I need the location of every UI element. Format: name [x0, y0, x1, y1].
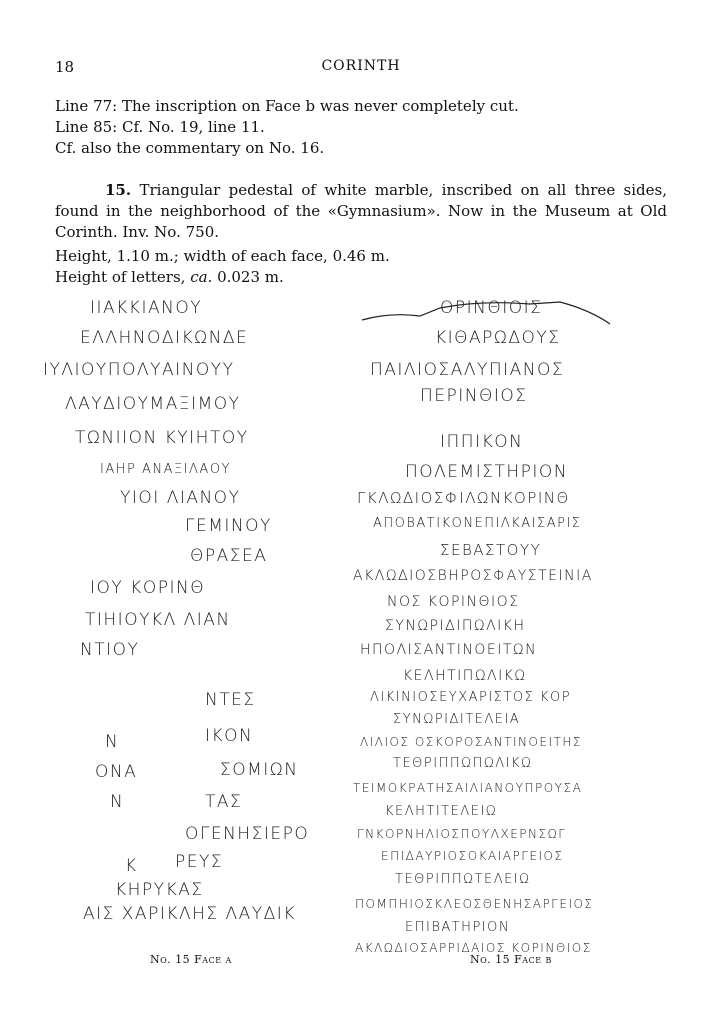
face-a-line: ΘΡΑΣΕΑ: [190, 546, 268, 566]
dimensions-block: [55, 246, 667, 288]
face-b-line: ΠΟΜΠΗΙΟΣΚΛΕΟΣΘΕΝΗΣΑΡΓΕΙΟΣ: [355, 897, 594, 911]
face-a-line: ΝΤΕΣ: [205, 690, 256, 710]
face-a-line: ΙΟΥ ΚΟΡΙΝΘ: [90, 578, 206, 598]
face-a-line: ΡΕΥΣ: [175, 852, 224, 872]
face-b-line: ΣΥΝΩΡΙΔΙΤΕΛΕΙΑ: [393, 712, 521, 727]
face-b-line: ΤΕΘΡΙΠΠΩΤΕΛΕΙΩ: [395, 872, 531, 887]
face-a-line: Ν: [105, 732, 120, 752]
face-b-line: ΓΝΚΟΡΝΗΛΙΟΣΠΟΥΛΧΕΡΝΣΩΓ: [357, 827, 567, 841]
face-a-line: ΙΚΟΝ: [205, 726, 254, 746]
face-a-line: Κ: [125, 856, 138, 876]
letter-height-value: 0.023 m.: [212, 268, 284, 286]
inscription-face-a: [43, 290, 345, 940]
face-b-line: ΤΕΙΜΟΚΡΑΤΗΣΑΙΛΙΑΝΟΥΠΡΟΥΣΑ: [353, 781, 583, 795]
notes-block: [55, 96, 667, 159]
face-b-line: ΝΟΣ ΚΟΡΙΝΘΙΟΣ: [387, 594, 520, 610]
face-a-line: ΑΙΣ ΧΑΡΙΚΛΗΣ ΛΑΥΔΙΚ: [83, 904, 296, 924]
face-a-line: ΤΙΗΙΟΥΚΛ ΛΙΑΝ: [85, 610, 231, 630]
face-b-line: ΤΕΘΡΙΠΠΩΠΩΛΙΚΩ: [393, 756, 533, 771]
face-b-line: ΛΙΛΙΟΣ ΟΣΚΟΡΟΣΑΝΤΙΝΟΕΙΤΗΣ: [360, 735, 582, 749]
face-a-line: ΙΥΛΙΟΥΠΟΛΥΑΙΝΟΥΥ: [43, 360, 235, 380]
face-b-line: ΑΚΛΩΔΙΟΣΑΡΡΙΔΑΙΟΣ ΚΟΡΙΝΘΙΟΣ: [355, 941, 592, 955]
face-a-line: ΚΗΡΥΚΑΣ: [115, 880, 204, 900]
page-number: 18: [55, 58, 75, 76]
face-b-line: ΗΠΟΛΙΣΑΝΤΙΝΟΕΙΤΩΝ: [360, 642, 538, 658]
face-b-line: ΓΚΛΩΔΙΟΣΦΙΛΩΝΚΟΡΙΝΘ: [357, 489, 570, 507]
face-b-line: ΟΡΙΝΘΙΟΙΣ: [440, 298, 543, 318]
face-b-line: ΑΠΟΒΑΤΙΚΟΝΕΠΙΛΚΑΙΣΑΡΙΣ: [373, 516, 582, 531]
face-a-line: ΤΩΝΙΙΟΝ ΚΥΙΗΤΟΥ: [75, 428, 249, 448]
face-a-line: ΟΓΕΝΗΣΙΕΡΟ: [185, 824, 310, 844]
catalog-entry: [55, 180, 667, 243]
face-a-line: ΣΟΜΙΩΝ: [220, 760, 299, 780]
caption-face-b: No. 15 Face b: [470, 953, 552, 966]
letter-height-line: [55, 267, 667, 288]
face-a-line: ΤΑΣ: [205, 792, 243, 812]
face-a-line: ΙΑΗΡ ΑΝΑΞΙΛΑΟΥ: [100, 462, 231, 477]
running-title: CORINTH: [321, 58, 401, 74]
face-b-line: ΚΕΛΗΤΙΠΩΛΙΚΩ: [403, 668, 527, 684]
caption-face-a: No. 15 Face a: [150, 953, 232, 966]
face-a-line: ΕΛΛΗΝΟΔΙΚΩΝΔΕ: [80, 328, 249, 348]
entry-number: 15.: [105, 181, 132, 199]
face-b-line: ΣΕΒΑΣΤΟΥΥ: [440, 541, 542, 559]
face-b-line: ΑΚΛΩΔΙΟΣΒΗΡΟΣΦΑΥΣΤΕΙΝΙΑ: [353, 568, 593, 584]
face-a-line: ΟΝΑ: [95, 762, 138, 782]
dimensions-line: Height, 1.10 m.; width of each face, 0.46 m.: [55, 247, 390, 265]
face-a-line: ΙΙΑΚΚΙΑΝΟΥ: [90, 298, 203, 318]
face-a-line: ΓΕΜΙΝΟΥ: [185, 516, 272, 536]
note-line: Line 85: Cf. No. 19, line 11.: [55, 118, 265, 136]
face-a-line: ΝΤΙΟΥ: [80, 640, 140, 660]
face-b-line: ΛΙΚΙΝΙΟΣΕΥΧΑΡΙΣΤΟΣ ΚΟΡ: [370, 690, 572, 705]
face-b-line: ΠΟΛΕΜΙΣΤΗΡΙΟΝ: [405, 462, 568, 482]
face-a-line: ΥΙΟΙ ΛΙΑΝΟΥ: [120, 488, 241, 508]
face-b-line: ΚΙΘΑΡΩΔΟΥΣ: [435, 328, 561, 348]
face-b-line: ΠΕΡΙΝΘΙΟΣ: [420, 386, 528, 406]
letter-height-prefix: Height of letters,: [55, 268, 191, 286]
face-a-line: ΛΑΥΔΙΟΥΜΑΞΙΜΟΥ: [65, 394, 241, 414]
face-b-line: ΠΑΙΛΙΟΣΑΛΥΠΙΑΝΟΣ: [370, 360, 565, 380]
page-header: [55, 58, 667, 78]
face-b-line: ΕΠΙΔΑΥΡΙΟΣΟΚΑΙΑΡΓΕΙΟΣ: [381, 849, 564, 863]
note-line: Cf. also the commentary on No. 16.: [55, 139, 325, 157]
face-b-line: ΙΠΠΙΚΟΝ: [440, 432, 524, 452]
circa-abbrev: ca.: [190, 268, 213, 286]
face-b-line: ΚΕΛΗΤΙΤΕΛΕΙΩ: [385, 804, 498, 819]
entry-text: Triangular pedestal of white marble, inscribed on all three sides, found in the neighborhood of the «Gymnasium». Now in the Museum at Old Corinth. Inv. No. 750.: [55, 181, 667, 241]
face-b-line: ΣΥΝΩΡΙΔΙΠΩΛΙΚΗ: [385, 618, 526, 634]
inscription-face-b: [345, 290, 675, 955]
note-line: Line 77: The inscription on Face b was never completely cut.: [55, 97, 519, 115]
face-b-line: ΕΠΙΒΑΤΗΡΙΟΝ: [405, 920, 511, 935]
face-a-line: Ν: [110, 792, 125, 812]
